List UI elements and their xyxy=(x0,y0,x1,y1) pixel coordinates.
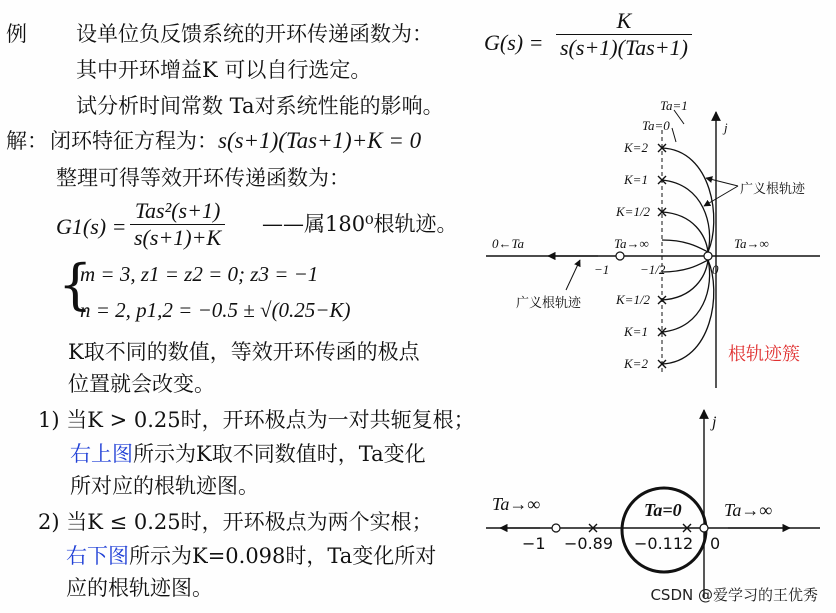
top-generalized-label: 广义根轨迹 xyxy=(740,182,806,197)
top-khalf-label: K=1/2 xyxy=(616,204,651,219)
k-note-line-1: K取不同的数值，等效开环传函的极点 xyxy=(68,340,420,364)
top-ta0-label: Ta=0 xyxy=(642,118,670,133)
problem-line-1: 设单位负反馈系统的开环传递函数为： xyxy=(76,22,433,46)
solution-label: 解： xyxy=(6,129,48,153)
case-1-blue-ref: 右上图 xyxy=(70,442,133,466)
generalized-pointer-3 xyxy=(566,260,580,290)
watermark: CSDN @爱学习的王优秀 xyxy=(650,586,818,604)
locus-khalf-upper xyxy=(662,212,708,252)
top-k1-bottom-label: K=1 xyxy=(624,324,648,339)
top-k1-label: K=1 xyxy=(624,172,648,187)
bottom-origin: 0 xyxy=(710,534,721,553)
root-locus-cluster-label: 根轨迹簇 xyxy=(728,344,800,365)
top-axis-j: j xyxy=(724,120,728,135)
top-zero-minus-one xyxy=(616,252,624,260)
ta0-pointer xyxy=(672,128,676,142)
bottom-ta-inf-left: Ta→∞ xyxy=(492,494,541,514)
g1-lhs: G1(s) = xyxy=(56,214,127,239)
locus-ksmall-upper xyxy=(662,240,708,252)
problem-line-3: 试分析时间常数 Ta对系统性能的影响。 xyxy=(76,94,444,118)
poles-line: n = 2, p1,2 = −0.5 ± √(0.25−K) xyxy=(80,298,351,322)
case-2-line-3: 应的根轨迹图。 xyxy=(66,576,213,600)
zeros-line: m = 3, z1 = z2 = 0; z3 = −1 xyxy=(80,262,319,286)
bottom-minus-0112: −0.112 xyxy=(634,534,694,553)
generalized-pointer-2 xyxy=(706,178,738,186)
bottom-axis-j: j xyxy=(712,414,717,431)
locus-ksmall-lower xyxy=(662,260,708,272)
g1-numerator: Tas²(s+1) xyxy=(130,198,225,225)
gs-denominator: s(s+1)(Tas+1) xyxy=(560,35,688,61)
gs-lhs: G(s) = xyxy=(484,30,544,55)
bottom-ta-inf-right: Ta→∞ xyxy=(724,500,773,520)
case-1-line-3: 所对应的根轨迹图。 xyxy=(70,474,259,498)
top-ta-inf-right: Ta→∞ xyxy=(734,236,769,251)
problem-line-2: 其中开环增益K 可以自行选定。 xyxy=(76,58,372,82)
top-k2-bottom-label: K=2 xyxy=(624,356,648,371)
locus-khalf-lower xyxy=(662,260,708,300)
case-1-line-2-text: 所示为K取不同数值时，Ta变化 xyxy=(133,442,426,466)
top-minus-one: −1 xyxy=(594,262,610,277)
locus-k2-upper xyxy=(662,148,714,252)
g1-denominator: s(s+1)+K xyxy=(134,225,222,251)
locus-k1-upper xyxy=(662,180,710,252)
system-brace: { xyxy=(58,253,93,316)
top-k2-label: K=2 xyxy=(624,140,648,155)
locus-k2-lower xyxy=(662,260,714,364)
top-minus-half: −1/2 xyxy=(640,262,666,277)
char-eq-prefix: 闭环特征方程为： xyxy=(50,129,218,153)
bottom-zero-minus-one xyxy=(552,524,560,532)
top-zero-origin xyxy=(704,252,712,260)
top-origin: 0 xyxy=(712,262,719,277)
characteristic-equation: s(s+1)(Tas+1)+K = 0 xyxy=(218,128,422,153)
case-2-blue-ref: 右下图 xyxy=(66,544,129,568)
top-ta-inf-mid: Ta→∞ xyxy=(614,236,649,251)
k-note-line-2: 位置就会改变。 xyxy=(68,372,215,396)
case-2-line-2-text: 所示为K=0.098时，Ta变化所对 xyxy=(129,544,437,568)
gs-numerator: K xyxy=(556,8,692,35)
top-khalf-bottom-label: K=1/2 xyxy=(616,292,651,307)
equivalent-tf-intro: 整理可得等效开环传递函数为： xyxy=(56,166,350,190)
case-1-line-1: 1) 当K > 0.25时，开环极点为一对共轭复根； xyxy=(38,408,475,432)
bottom-zero-origin xyxy=(700,524,708,532)
bottom-minus-one: −1 xyxy=(522,534,546,553)
bottom-generalized-label: 广义根轨迹 xyxy=(516,296,582,311)
g1-note: ——属180⁰根轨迹。 xyxy=(262,212,458,236)
top-zero-left-label: 0←Ta xyxy=(492,236,525,251)
bottom-ta-zero: Ta=0 xyxy=(644,500,682,520)
example-label: 例 xyxy=(6,22,27,46)
case-2-line-1: 2) 当K ≤ 0.25时，开环极点为两个实根； xyxy=(38,510,433,534)
bottom-minus-089: −0.89 xyxy=(564,534,614,553)
locus-k1-lower xyxy=(662,260,710,332)
top-ta1-label: Ta=1 xyxy=(660,98,688,113)
